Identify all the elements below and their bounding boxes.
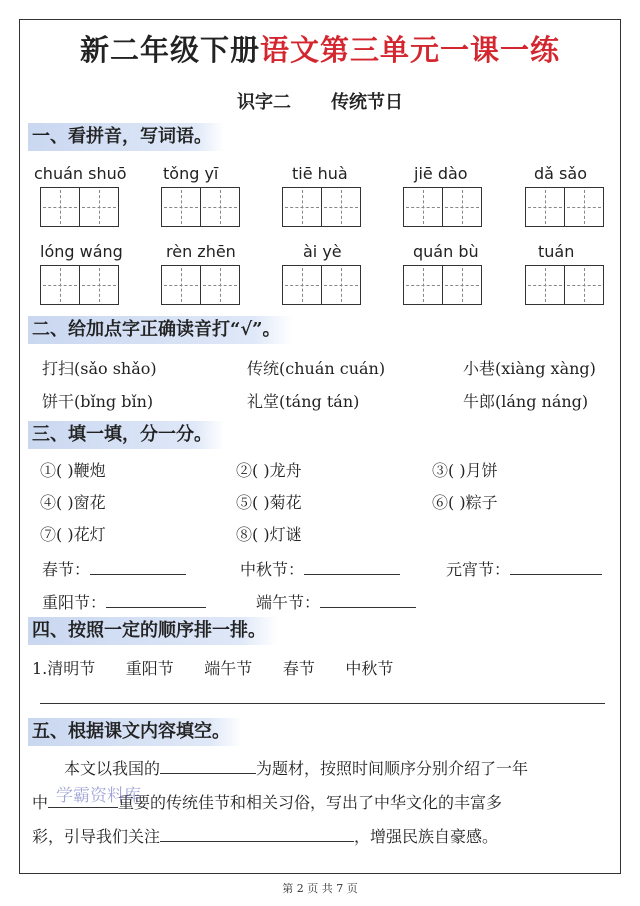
reading-choice[interactable]: 牛郎(láng náng) bbox=[463, 392, 589, 411]
fill-item[interactable]: ⑦( )花灯 bbox=[40, 525, 106, 544]
answer-line[interactable] bbox=[40, 703, 605, 704]
page-title bbox=[0, 28, 640, 69]
answer-blank[interactable] bbox=[90, 560, 186, 575]
watermark: 学霸资料库 bbox=[56, 786, 141, 806]
section5-heading: 五、根据课文内容填空。 bbox=[28, 718, 242, 746]
pinyin-2: tǒng yī bbox=[163, 164, 219, 183]
pinyin-6: lóng wáng bbox=[40, 242, 123, 261]
writing-grid[interactable] bbox=[403, 265, 480, 305]
passage-text: 中 bbox=[32, 793, 49, 812]
section1-heading: 一、看拼音，写词语。 bbox=[28, 123, 224, 151]
festival-spring[interactable] bbox=[42, 557, 186, 580]
passage-text: 为题材，按照时间顺序分别介绍了一年 bbox=[256, 759, 529, 778]
writing-grid[interactable] bbox=[282, 265, 359, 305]
festival-dragon-boat[interactable] bbox=[256, 590, 416, 613]
writing-grid[interactable] bbox=[40, 265, 117, 305]
festival-midautumn[interactable] bbox=[240, 557, 400, 580]
reading-choice[interactable]: 传统(chuán cuán) bbox=[247, 359, 386, 378]
writing-grid[interactable] bbox=[161, 265, 238, 305]
order-list: 1.清明节 重阳节 端午节 春节 中秋节 bbox=[32, 659, 394, 678]
writing-grid[interactable] bbox=[282, 187, 359, 227]
fill-item[interactable]: ②( )龙舟 bbox=[236, 461, 302, 480]
writing-grid[interactable] bbox=[40, 187, 117, 227]
festival-double-ninth[interactable] bbox=[42, 590, 206, 613]
title-subject: 语文第三单元一课一练 bbox=[260, 33, 561, 67]
pinyin-5: dǎ sǎo bbox=[534, 164, 587, 183]
festival-label: 春节： bbox=[42, 560, 91, 579]
passage-text: 重要的传统佳节和相关习俗，写出了中华文化的丰富多 bbox=[118, 793, 503, 812]
writing-grid[interactable] bbox=[403, 187, 480, 227]
passage-text: 彩，引导我们关注 bbox=[32, 827, 161, 846]
passage-text: ，增强民族自豪感。 bbox=[354, 827, 499, 846]
answer-blank[interactable] bbox=[106, 593, 206, 608]
answer-blank[interactable] bbox=[304, 560, 400, 575]
writing-grid[interactable] bbox=[525, 265, 602, 305]
festival-label: 端午节： bbox=[256, 593, 321, 612]
fill-item[interactable]: ⑤( )菊花 bbox=[236, 493, 302, 512]
festival-lantern[interactable] bbox=[446, 557, 602, 580]
reading-choice[interactable]: 打扫(sǎo shǎo) bbox=[42, 359, 157, 378]
pinyin-8: ài yè bbox=[303, 242, 342, 261]
answer-blank[interactable] bbox=[160, 759, 256, 774]
lesson-number: 识字二 bbox=[237, 92, 291, 113]
pinyin-1: chuán shuō bbox=[34, 164, 127, 183]
fill-item[interactable]: ①( )鞭炮 bbox=[40, 461, 106, 480]
title-grade: 新二年级下册 bbox=[79, 33, 260, 67]
pinyin-10: tuán bbox=[538, 242, 575, 261]
reading-choice[interactable]: 饼干(bǐng bǐn) bbox=[42, 392, 154, 411]
passage-text: 本文以我国的 bbox=[64, 759, 161, 778]
festival-label: 元宵节： bbox=[446, 560, 511, 579]
fill-item[interactable]: ④( )窗花 bbox=[40, 493, 106, 512]
page-number: 第 2 页 共 7 页 bbox=[282, 882, 358, 895]
section3-heading: 三、填一填，分一分。 bbox=[28, 421, 224, 449]
writing-grid[interactable] bbox=[161, 187, 238, 227]
section2-heading: 二、给加点字正确读音打“√”。 bbox=[28, 316, 293, 344]
pinyin-4: jiē dào bbox=[414, 164, 468, 183]
answer-blank[interactable] bbox=[320, 593, 416, 608]
lesson-name: 传统节日 bbox=[331, 92, 403, 113]
pinyin-3: tiē huà bbox=[292, 164, 348, 183]
festival-label: 中秋节： bbox=[240, 560, 305, 579]
answer-blank[interactable] bbox=[510, 560, 602, 575]
reading-choice[interactable]: 小巷(xiàng xàng) bbox=[463, 359, 596, 378]
reading-choice[interactable]: 礼堂(táng tán) bbox=[247, 392, 360, 411]
writing-grid[interactable] bbox=[525, 187, 602, 227]
fill-item[interactable]: ⑧( )灯谜 bbox=[236, 525, 302, 544]
pinyin-7: rèn zhēn bbox=[166, 242, 236, 261]
lesson-subtitle bbox=[0, 88, 640, 114]
pinyin-9: quán bù bbox=[413, 242, 479, 261]
fill-item[interactable]: ③( )月饼 bbox=[432, 461, 498, 480]
fill-item[interactable]: ⑥( )粽子 bbox=[432, 493, 498, 512]
answer-blank[interactable] bbox=[160, 827, 354, 842]
section4-heading: 四、按照一定的顺序排一排。 bbox=[28, 617, 278, 645]
festival-label: 重阳节： bbox=[42, 593, 107, 612]
